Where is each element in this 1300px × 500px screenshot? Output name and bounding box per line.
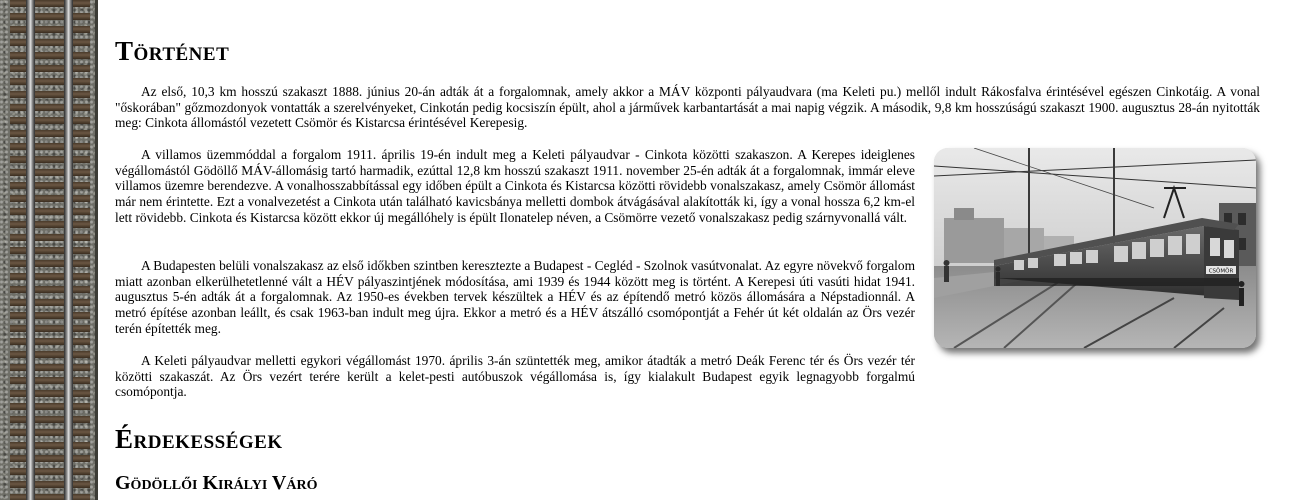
history-paragraph-1: Az első, 10,3 km hosszú szakaszt 1888. június 20-án adták át a forgalomnak, amely akkor a MÁV központi pályaudvara (ma Keleti pu.) mellől indult Rákosfalva érintésével egészen Cinkotáig. A vonal "őskorában" gőzmozdonyok vontatták a szerelvényeket, Cinkotán pedig kocsiszín épült, ahol a járművek karbantartását a mai napig végzik. A második, 9,8 km hosszúságú szakaszt 1900. augusztus 28-án nyitották meg: Cinkota állomástól vezetett Csömör és Kistarcsa érintésével Kerepesig. xyxy=(115,84,1260,131)
track-rail-left xyxy=(26,0,35,500)
royal-waiting-room-heading: Gödöllői Királyi Váró xyxy=(115,472,318,494)
track-edge xyxy=(95,0,98,500)
tram-photo-image xyxy=(934,148,1256,348)
track-sleepers xyxy=(10,0,90,500)
history-paragraph-2: A villamos üzemmóddal a forgalom 1911. április 19-én indult meg a Keleti pályaudvar - Cinkota közötti szakaszon. A Kerepes ideiglenes végállomástól Gödöllő MÁV-állomásig tartó harmadik, ezúttal 12,8 km hosszú szakaszt 1911. november 25-én adták át a forgalomnak, immár eleve villamos üzemre berendezve. A vonalhosszabbítással egy időben épült a Cinkota és Kistarcsa közötti rövidebb vonalszakasz, amely Csömör állomást már nem érintette. Ezt a vonalvezetést a Cinkota után található kavicsbánya melletti dombok átvágásával alakították ki, így a vonal hossza 6,2 km-el lett rövidebb. Cinkota és Kistarcsa között ekkor új megállóhely is épült Ilonatelep néven, a Csömörre vezető vonalszakasz pedig szárnyvonallá vált. xyxy=(115,147,915,225)
history-paragraph-4: A Keleti pályaudvar melletti egykori végállomást 1970. április 3-án szüntették meg, amikor átadták a metró Deák Ferenc tér és Örs vezér tér közötti szakaszát. Az Örs vezért terére került a kelet-pesti autóbuszok végállomása is, így kialakult Budapest egyik legnagyobb forgalmú csomópontja. xyxy=(115,353,915,400)
tram-destination-sign: CSÖMÖR xyxy=(1208,268,1234,275)
railway-track-decoration xyxy=(0,0,98,500)
tram-photo xyxy=(934,148,1256,348)
history-heading: Történet xyxy=(115,36,230,66)
track-rail-right xyxy=(64,0,73,500)
interests-heading: Érdekességek xyxy=(115,424,283,454)
history-paragraph-3: A Budapesten belüli vonalszakasz az első időkben szintben keresztezte a Budapest - Cegléd - Szolnok vasútvonalat. Az egyre növekvő forgalom miatt azonban elkerülhetetlenné vált a HÉV pályaszintjének módosítása, ami 1939 és 1944 között meg is történt. A Kerepesi úti vasúti hidat 1941. augusztus 5-én adták át a forgalomnak. Az 1950-es években tervek készültek a HÉV és az építendő metró közös állomására a Népstadionnál. A metró építése azonban leállt, és csak 1963-ban indult meg újra. Ekkor a metró és a HÉV átszálló csomópontját a Fehér út két oldalán az Örs vezér terén építették meg. xyxy=(115,258,915,336)
